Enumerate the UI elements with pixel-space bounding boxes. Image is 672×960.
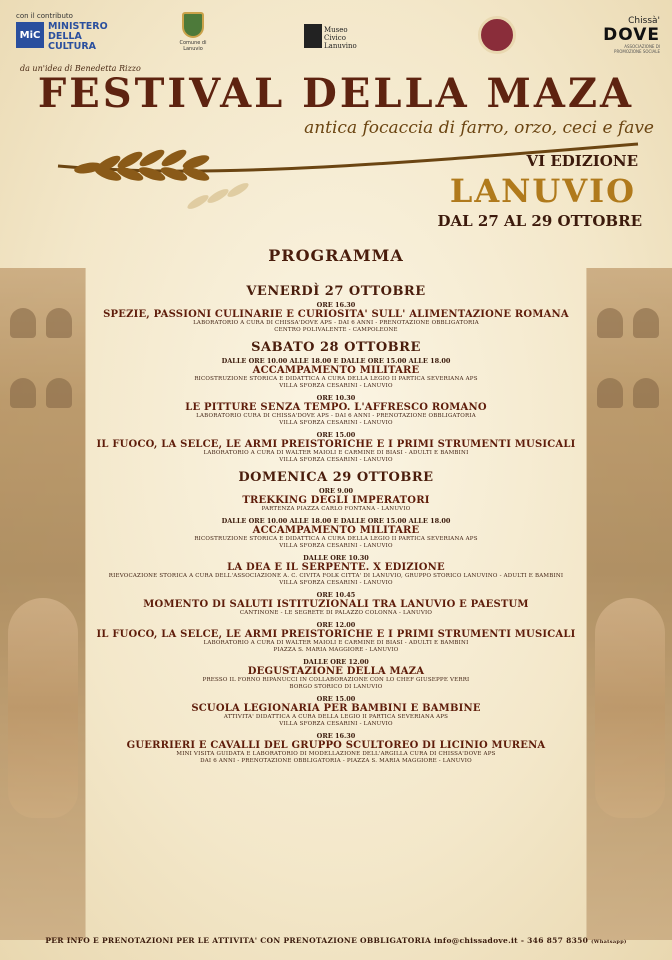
email-link[interactable]: info@chissadove.it: [434, 936, 518, 945]
event-time: ORE 9.00: [318, 487, 354, 495]
day-heading: DOMENICA 29 OTTOBRE: [238, 470, 434, 485]
event-description: PRESSO IL FORNO RIPANUCCI IN COLLABORAZIONE CON LO CHEF GIUSEPPE VERRI: [202, 677, 470, 683]
event-item: [96, 695, 576, 728]
chissa-dove-logo[interactable]: Chissà' DOVE ASSOCIAZIONE DI PROMOZIONE SOCIALE: [603, 16, 660, 54]
event-location: VILLA SFORZA CESARINI - LANUVIO: [279, 580, 393, 586]
event-time: ORE 10.45: [316, 591, 356, 599]
event-item: [96, 591, 576, 617]
event-item: [96, 621, 576, 654]
festival-title: FESTIVAL DELLA MAZA: [37, 70, 635, 117]
event-description: RICOSTRUZIONE STORICA E DIDATTICA A CURA DELLA LEGIO II PARTICA SEVERIANA APS: [194, 536, 478, 542]
event-item: [96, 517, 576, 550]
event-description: RICOSTRUZIONE STORICA E DIDATTICA A CURA DELLA LEGIO II PARTICA SEVERIANA APS: [194, 376, 478, 382]
event-time: ORE 15.00: [316, 431, 356, 439]
event-description: LABORATORIO CURA DI CHISSA'DOVE APS - DAI 6 ANNI - PRENOTAZIONE OBBLIGATORIA: [196, 413, 476, 419]
event-location: VILLA SFORZA CESARINI - LANUVIO: [279, 383, 393, 389]
event-time: ORE 16.30: [316, 732, 356, 740]
event-name: LE PITTURE SENZA TEMPO. L'AFFRESCO ROMANO: [185, 402, 487, 413]
event-time: ORE 15.00: [316, 695, 356, 703]
event-name: ACCAMPAMENTO MILITARE: [252, 525, 420, 536]
event-name: IL FUOCO, LA SELCE, LE ARMI PREISTORICHE E I PRIMI STRUMENTI MUSICALI: [96, 439, 576, 450]
event-location: VILLA SFORZA CESARINI - LANUVIO: [279, 721, 393, 727]
footer-info: PER INFO E PRENOTAZIONI PER LE ATTIVITA' CON PRENOTAZIONE OBBLIGATORIA info@chissadove.it - 346 857 8350 (Whatsapp): [45, 936, 627, 945]
event-name: IL FUOCO, LA SELCE, LE ARMI PREISTORICHE E I PRIMI STRUMENTI MUSICALI: [96, 629, 576, 640]
event-location: BORGO STORICO DI LANUVIO: [289, 684, 383, 690]
comune-lanuvio-logo[interactable]: Comune di Lanuvio: [176, 12, 210, 60]
event-time: DALLE ORE 10.30: [303, 554, 369, 562]
event-name: MOMENTO DI SALUTI ISTITUZIONALI TRA LANUVIO E PAESTUM: [143, 599, 529, 610]
left-statue-image: [0, 268, 86, 940]
event-description: ATTIVITA' DIDATTICA A CURA DELLA LEGIO II PARTICA SEVERIANA APS: [223, 714, 449, 720]
museo-icon: [304, 24, 322, 48]
event-time: DALLE ORE 10.00 ALLE 18.00 E DALLE ORE 15.00 ALLE 18.00: [221, 517, 451, 525]
event-item: [96, 658, 576, 691]
event-location: CENTRO POLIVALENTE - CAMPOLEONE: [274, 327, 398, 333]
event-name: TREKKING DEGLI IMPERATORI: [242, 495, 430, 506]
mic-badge: MiC: [16, 22, 44, 48]
day-heading: VENERDÌ 27 OTTOBRE: [246, 284, 426, 299]
sponsor-logos: [0, 12, 672, 56]
day-heading: SABATO 28 OTTOBRE: [251, 340, 421, 355]
event-location: VILLA SFORZA CESARINI - LANUVIO: [279, 457, 393, 463]
event-name: GUERRIERI E CAVALLI DEL GRUPPO SCULTOREO DI LICINIO MURENA: [126, 740, 546, 751]
event-time: ORE 10.30: [316, 394, 356, 402]
festival-subtitle: antica focaccia di farro, orzo, ceci e fave: [304, 118, 654, 138]
event-description: LABORATORIO A CURA DI WALTER MAIOLI E CARMINE DI BIASI - ADULTI E BAMBINI: [203, 450, 469, 456]
event-time: ORE 12.00: [316, 621, 356, 629]
event-item: [96, 487, 576, 513]
event-description: CANTINONE - LE SEGRETE DI PALAZZO COLONNA - LANUVIO: [239, 610, 433, 616]
event-time: DALLE ORE 12.00: [303, 658, 369, 666]
event-item: [96, 554, 576, 587]
event-name: SPEZIE, PASSIONI CULINARIE E CURIOSITA' SULL' ALIMENTAZIONE ROMANA: [103, 309, 569, 320]
event-name: DEGUSTAZIONE DELLA MAZA: [247, 666, 425, 677]
idea-credit: da un'idea di Benedetta Rizzo: [20, 64, 141, 73]
ministero-cultura-logo[interactable]: [16, 12, 116, 56]
ministero-text: MINISTERO DELLA CULTURA: [48, 21, 108, 52]
event-name: SCUOLA LEGIONARIA PER BAMBINI E BAMBINE: [191, 703, 481, 714]
festival-dates: DAL 27 AL 29 OTTOBRE: [437, 212, 642, 230]
event-item: [96, 431, 576, 464]
event-description: MINI VISITA GUIDATA E LABORATORIO DI MODELLAZIONE DELL'ARGILLA CURA DI CHISSA'DOVE APS: [176, 751, 496, 757]
city-name: LANUVIO: [449, 172, 636, 210]
contributo-label: con il contributo: [16, 12, 73, 20]
event-description: LABORATORIO A CURA DI WALTER MAIOLI E CARMINE DI BIASI - ADULTI E BAMBINI: [203, 640, 469, 646]
edition-label: VI EDIZIONE: [526, 152, 638, 170]
event-location: PIAZZA S. MARIA MAGGIORE - LANUVIO: [273, 647, 399, 653]
event-item: [96, 732, 576, 765]
event-name: LA DEA E IL SERPENTE. X EDIZIONE: [227, 562, 445, 573]
programma-heading: PROGRAMMA: [268, 246, 404, 265]
program-list: [96, 280, 576, 769]
coat-of-arms-icon: [182, 12, 204, 38]
event-description: LABORATORIO A CURA DI CHISSA'DOVE APS - DAI 6 ANNI - PRENOTAZIONE OBBLIGATORIA: [193, 320, 479, 326]
phone-number: - 346 857 8350: [520, 936, 589, 945]
event-item: [96, 357, 576, 390]
event-item: [96, 394, 576, 427]
association-seal-logo[interactable]: [478, 16, 516, 54]
event-description: PARTENZA PIAZZA CARLO FONTANA - LANUVIO: [261, 506, 411, 512]
event-time: ORE 16.30: [316, 301, 356, 309]
museo-civico-logo[interactable]: Museo Civico Lanuvino: [304, 24, 376, 50]
event-time: DALLE ORE 10.00 ALLE 18.00 E DALLE ORE 15.00 ALLE 18.00: [221, 357, 451, 365]
event-location: VILLA SFORZA CESARINI - LANUVIO: [279, 543, 393, 549]
event-description: RIEVOCAZIONE STORICA A CURA DELL'ASSOCIAZIONE A. C. CIVITA FOLK CITTA' DI LANUVIO, GRUPPO STORICO LANUVINO - ADULTI E BAMBINI: [108, 573, 564, 579]
event-name: ACCAMPAMENTO MILITARE: [252, 365, 420, 376]
right-statue-image: [586, 268, 672, 940]
event-item: [96, 301, 576, 334]
event-location: DAI 6 ANNI - PRENOTAZIONE OBBLIGATORIA - PIAZZA S. MARIA MAGGIORE - LANUVIO: [200, 758, 472, 764]
event-location: VILLA SFORZA CESARINI - LANUVIO: [279, 420, 393, 426]
